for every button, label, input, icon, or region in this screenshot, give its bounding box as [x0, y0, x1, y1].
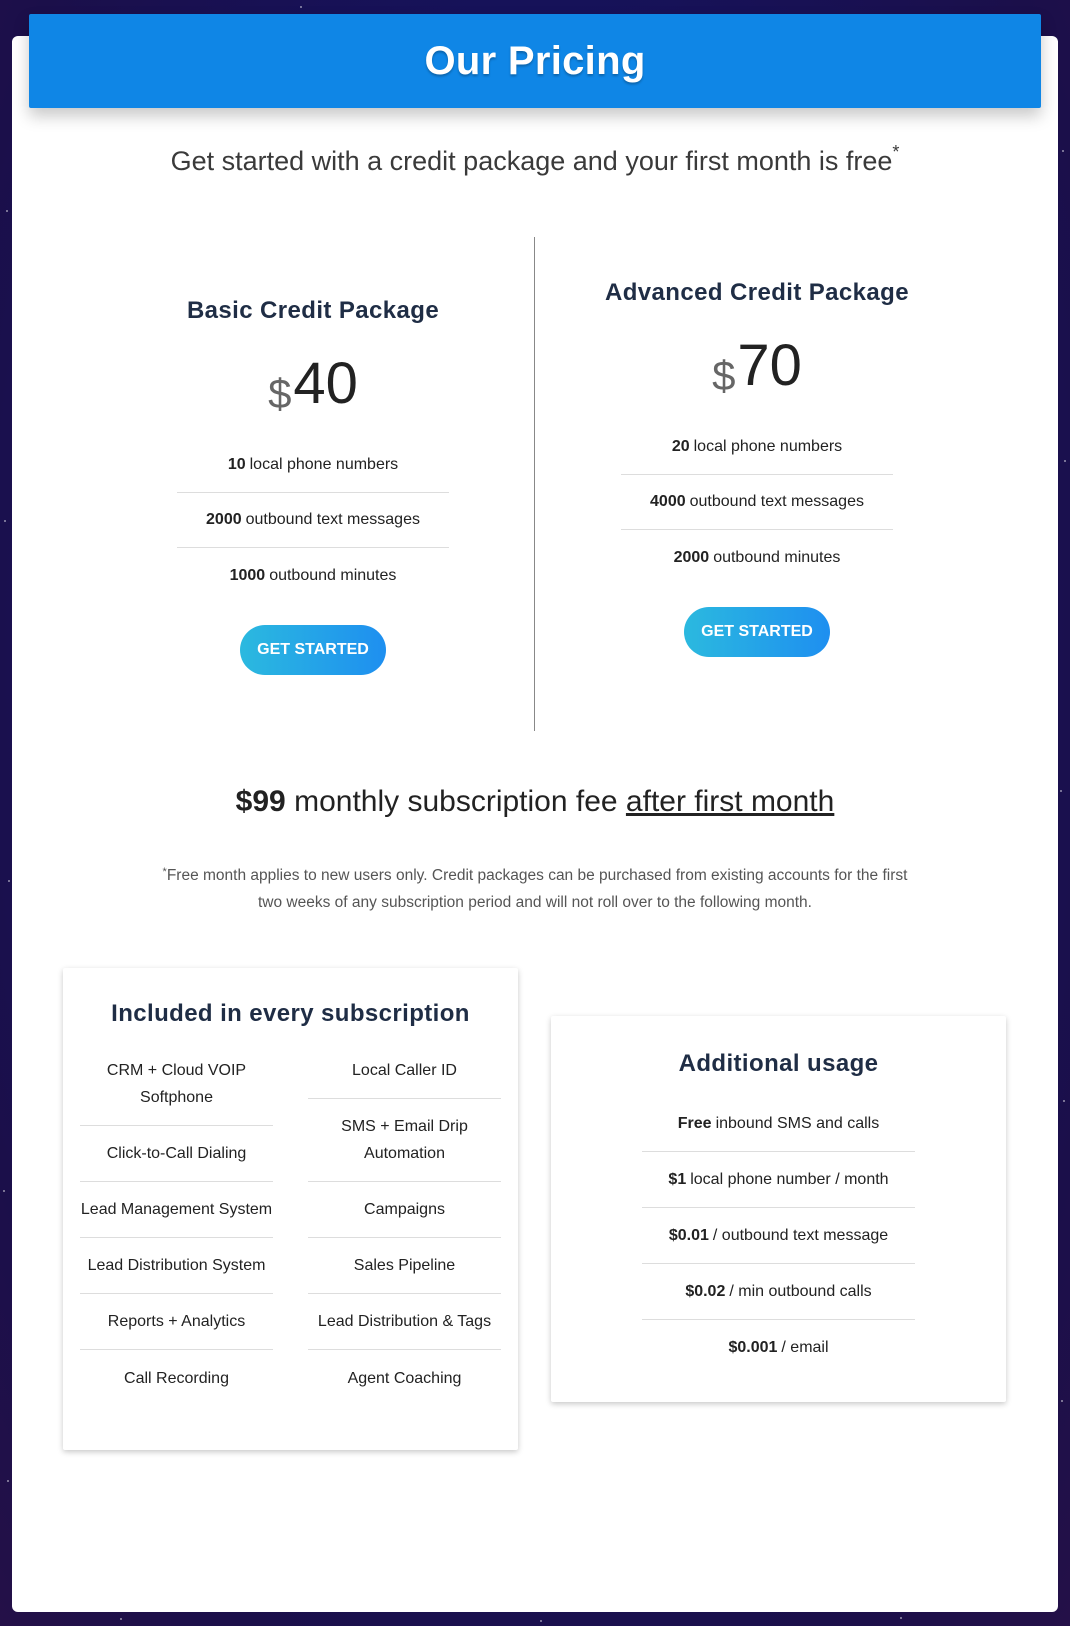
feature-amount: 2000 — [673, 548, 710, 566]
fee-text: monthly subscription fee — [294, 785, 618, 818]
feature-label: outbound text messages — [245, 511, 420, 528]
usage-label: / email — [781, 1339, 829, 1356]
usage-item — [642, 1096, 915, 1152]
feature-amount: 1000 — [229, 566, 266, 584]
feature-item — [177, 438, 449, 493]
currency-symbol: $ — [268, 370, 292, 417]
feature-item — [177, 548, 449, 603]
list-item: Click-to-Call Dialing — [80, 1126, 273, 1182]
fee-amount: $99 — [235, 785, 286, 818]
list-item: Lead Distribution System — [80, 1238, 273, 1294]
usage-amount: Free — [677, 1114, 712, 1132]
usage-label: / outbound text message — [712, 1226, 889, 1244]
list-item: Lead Management System — [80, 1182, 273, 1238]
advanced-package — [592, 274, 922, 657]
package-title: Basic Credit Package — [186, 297, 440, 324]
subtitle — [0, 142, 1070, 177]
feature-item — [621, 420, 893, 475]
usage-panel — [551, 1016, 1006, 1402]
package-divider — [534, 237, 535, 731]
included-column-right — [308, 1043, 501, 1406]
feature-item — [621, 530, 893, 585]
subtitle-text: Get started with a credit package and your first month is free — [170, 146, 893, 176]
usage-amount: $1 — [668, 1170, 687, 1188]
usage-amount: $0.001 — [728, 1339, 778, 1356]
page-title: Our Pricing — [424, 38, 646, 83]
footnote-asterisk: * — [162, 866, 167, 878]
list-item: Local Caller ID — [308, 1043, 501, 1099]
list-item: Reports + Analytics — [80, 1294, 273, 1350]
usage-item — [642, 1320, 915, 1376]
usage-amount: $0.01 — [668, 1226, 709, 1244]
feature-amount: 4000 — [650, 493, 686, 510]
list-item: SMS + Email Drip Automation — [308, 1099, 501, 1182]
feature-list — [621, 420, 893, 585]
feature-item — [177, 493, 449, 548]
usage-item — [642, 1264, 915, 1320]
list-item: Lead Distribution & Tags — [308, 1294, 501, 1350]
package-title: Advanced Credit Package — [605, 279, 909, 306]
list-item: CRM + Cloud VOIP Softphone — [80, 1043, 273, 1126]
list-item: Agent Coaching — [347, 1369, 462, 1387]
usage-label: / min outbound calls — [729, 1282, 872, 1300]
feature-amount: 20 — [671, 438, 690, 455]
feature-label: outbound text messages — [689, 493, 864, 510]
basic-get-started-button[interactable]: GET STARTED — [240, 625, 386, 675]
subscription-fee — [0, 785, 1070, 819]
list-item: Call Recording — [124, 1369, 229, 1387]
footnote-text: Free month applies to new users only. Credit packages can be purchased from existing accounts for the first two weeks of any subscription period and will not roll over to the following month. — [166, 867, 908, 911]
footnote — [150, 862, 920, 916]
usage-title: Additional usage — [678, 1050, 879, 1077]
included-columns — [80, 1043, 501, 1406]
usage-amount: $0.02 — [685, 1282, 726, 1300]
fee-condition: after first month — [625, 785, 835, 818]
feature-label: local phone numbers — [693, 438, 843, 455]
usage-item — [642, 1208, 915, 1264]
list-item: Campaigns — [308, 1182, 501, 1238]
list-item: Sales Pipeline — [308, 1238, 501, 1294]
included-title: Included in every subscription — [111, 1000, 470, 1027]
feature-item — [621, 475, 893, 530]
package-price — [592, 334, 922, 398]
feature-label: local phone numbers — [249, 456, 399, 473]
usage-list — [642, 1096, 915, 1376]
currency-symbol: $ — [712, 352, 736, 399]
included-column-left — [80, 1043, 273, 1406]
pricing-banner — [29, 14, 1041, 108]
usage-label: local phone number / month — [690, 1170, 889, 1188]
price-value: 70 — [737, 333, 802, 398]
subtitle-asterisk: * — [892, 142, 900, 162]
feature-amount: 10 — [227, 456, 246, 473]
usage-item — [642, 1152, 915, 1208]
feature-label: outbound minutes — [269, 566, 397, 584]
feature-list — [177, 438, 449, 603]
advanced-get-started-button[interactable]: GET STARTED — [684, 607, 830, 657]
included-panel — [63, 968, 518, 1450]
basic-package — [148, 292, 478, 675]
price-value: 40 — [293, 351, 358, 416]
feature-label: outbound minutes — [713, 548, 841, 566]
usage-label: inbound SMS and calls — [715, 1114, 880, 1132]
feature-amount: 2000 — [206, 511, 242, 528]
package-price — [148, 352, 478, 416]
